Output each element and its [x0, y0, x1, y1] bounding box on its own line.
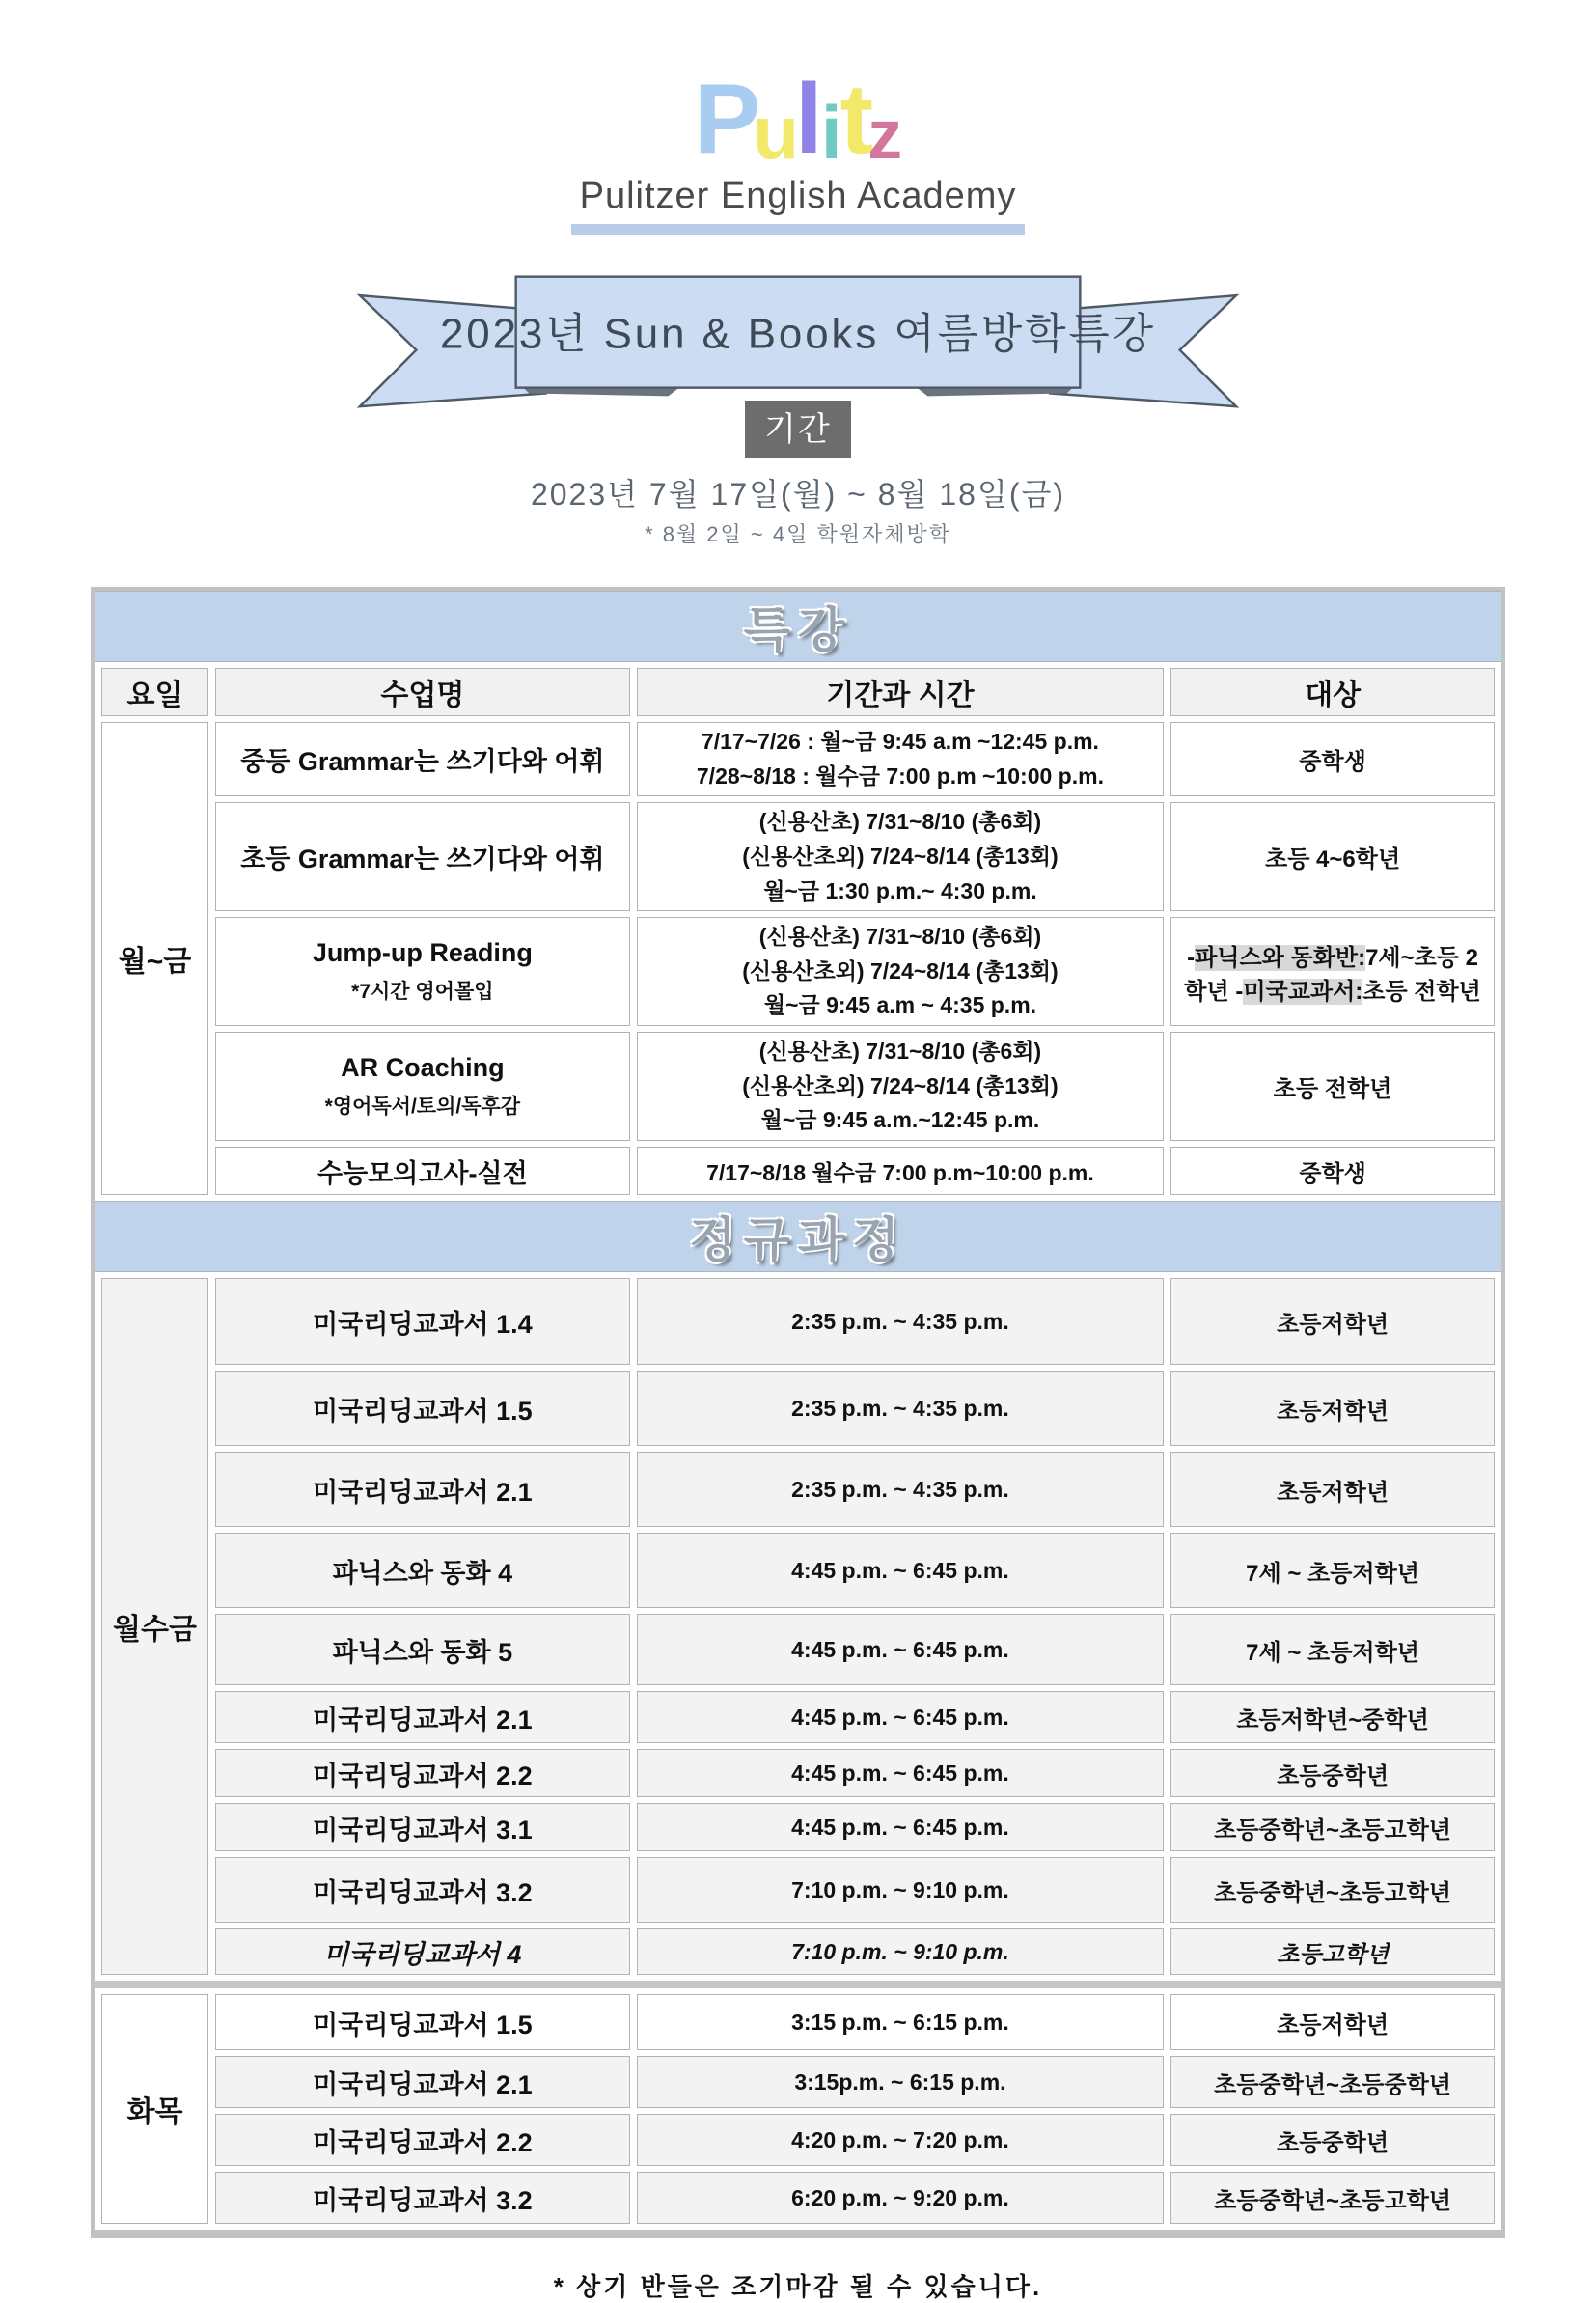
time-line: (신용산초) 7/31~8/10 (총6회): [758, 1039, 1042, 1065]
table-row: [101, 1452, 1495, 1527]
class-name-cell: 미국리딩교과서 2.1: [215, 1452, 630, 1527]
target-line: [1235, 979, 1481, 1005]
col-header-class: 수업명: [215, 668, 630, 716]
time-line: 7/17~7/26 : 월~금 9:45 a.m ~12:45 p.m.: [701, 729, 1099, 754]
time-cell: 6:20 p.m. ~ 9:20 p.m.: [637, 2172, 1164, 2224]
time-cell: 7/17~8/18 월수금 7:00 p.m~10:00 p.m.: [637, 1147, 1164, 1195]
day-cell: 월수금: [101, 1278, 208, 1975]
period-note: * 8월 2일 ~ 4일 학원자체방학: [645, 522, 951, 546]
time-line: 월~금 9:45 a.m.~12:45 p.m.: [760, 1107, 1040, 1133]
table-row: [101, 2114, 1495, 2166]
target-cell: 초등 4~6학년: [1170, 802, 1495, 911]
logo-letter: i: [820, 90, 842, 175]
col-header-target: 대상: [1170, 668, 1495, 716]
target-cell: 중학생: [1170, 722, 1495, 796]
target-dash: -: [1187, 944, 1196, 971]
day-cell: 화목: [101, 1994, 208, 2224]
table-row: [101, 1147, 1495, 1195]
time-cell: [637, 1032, 1164, 1141]
time-cell: 3:15 p.m. ~ 6:15 p.m.: [637, 1994, 1164, 2050]
time-cell: 3:15p.m. ~ 6:15 p.m.: [637, 2056, 1164, 2108]
table-row-emphasized: [101, 1928, 1495, 1975]
table-row: [101, 2056, 1495, 2108]
target-dash: -: [1235, 978, 1244, 1005]
class-name: AR Coaching: [341, 1053, 505, 1083]
table-row: [101, 1614, 1495, 1685]
class-name-cell: 파닉스와 동화 4: [215, 1533, 630, 1608]
class-name-cell: 파닉스와 동화 5: [215, 1614, 630, 1685]
section-divider: [95, 1981, 1501, 1988]
table-row: [101, 1371, 1495, 1446]
time-cell: 4:20 p.m. ~ 7:20 p.m.: [637, 2114, 1164, 2166]
logo-letter: u: [753, 90, 799, 175]
logo-underline: [571, 224, 1025, 235]
table-row: [101, 1803, 1495, 1851]
target-cell: 초등중학년: [1170, 1749, 1495, 1797]
target-cell: 초등저학년: [1170, 1371, 1495, 1446]
table-header-row: [101, 668, 1495, 716]
time-cell: 7:10 p.m. ~ 9:10 p.m.: [637, 1928, 1164, 1975]
target-cell: 초등저학년~중학년: [1170, 1691, 1495, 1743]
ribbon-banner-icon: [356, 262, 1240, 414]
time-line: (신용산초외) 7/24~8/14 (총13회): [742, 1072, 1059, 1098]
period-label-badge: 기간: [745, 401, 851, 458]
time-cell: 2:35 p.m. ~ 4:35 p.m.: [637, 1371, 1164, 1446]
table-row: [101, 722, 1495, 796]
target-cell: 중학생: [1170, 1147, 1495, 1195]
time-cell: 4:45 p.m. ~ 6:45 p.m.: [637, 1691, 1164, 1743]
academy-logo: [0, 66, 1596, 235]
class-name-cell: 미국리딩교과서 3.2: [215, 2172, 630, 2224]
table-row: [101, 917, 1495, 1026]
time-line: (신용산초) 7/31~8/10 (총6회): [758, 809, 1042, 835]
table-row: [101, 1691, 1495, 1743]
time-cell: [637, 722, 1164, 796]
regular-tt-table: [95, 1988, 1501, 2230]
logo-letter: P: [693, 64, 761, 176]
time-cell: 4:45 p.m. ~ 6:45 p.m.: [637, 1533, 1164, 1608]
target-highlight: 파닉스와 동화반:: [1195, 944, 1366, 971]
target-highlight: 미국교과서:: [1243, 978, 1363, 1005]
time-cell: 2:35 p.m. ~ 4:35 p.m.: [637, 1278, 1164, 1365]
class-subnote: *영어독서/토의/독후감: [324, 1096, 521, 1119]
target-cell: 7세 ~ 초등저학년: [1170, 1614, 1495, 1685]
target-cell: 초등저학년: [1170, 1278, 1495, 1365]
footer-note: * 상기 반들은 조기마감 될 수 있습니다.: [553, 2272, 1043, 2302]
academy-name: Pulitzer English Academy: [579, 176, 1017, 216]
class-name-cell: 미국리딩교과서 1.5: [215, 1371, 630, 1446]
section-title-special: 특강: [95, 591, 1501, 662]
regular-mwf-table: [95, 1272, 1501, 1981]
target-cell: 초등중학년~초등고학년: [1170, 2172, 1495, 2224]
class-name-cell: 수능모의고사-실전: [215, 1147, 630, 1195]
col-header-time: 기간과 시간: [637, 668, 1164, 716]
schedule-table: [91, 587, 1505, 2238]
logo-letter: t: [839, 64, 874, 176]
logo-letter: z: [867, 97, 903, 174]
class-name-cell: 미국리딩교과서 3.1: [215, 1803, 630, 1851]
table-row: [101, 1533, 1495, 1608]
logo-letter: l: [794, 64, 823, 176]
day-cell: 월~금: [101, 722, 208, 1195]
target-cell: 초등중학년~초등중학년: [1170, 2056, 1495, 2108]
target-cell: 7세 ~ 초등저학년: [1170, 1533, 1495, 1608]
target-rest: 초등 전학년: [1362, 978, 1481, 1005]
target-cell: 초등중학년: [1170, 2114, 1495, 2166]
target-rest: 7세~초등 2학년: [1184, 944, 1479, 1005]
table-row: [101, 1032, 1495, 1141]
section-title-regular: 정규과정: [95, 1201, 1501, 1272]
table-row: [101, 1749, 1495, 1797]
col-header-day: 요일: [101, 668, 208, 716]
time-line: (신용산초) 7/31~8/10 (총6회): [758, 924, 1042, 950]
target-cell: 초등저학년: [1170, 1994, 1495, 2050]
time-line: 7/28~8/18 : 월수금 7:00 p.m ~10:00 p.m.: [696, 763, 1104, 789]
class-name-cell: 미국리딩교과서 1.5: [215, 1994, 630, 2050]
time-cell: 2:35 p.m. ~ 4:35 p.m.: [637, 1452, 1164, 1527]
special-courses-table: [95, 662, 1501, 1201]
period-dates: 2023년 7월 17일(월) ~ 8월 18일(금): [530, 477, 1066, 512]
time-cell: 4:45 p.m. ~ 6:45 p.m.: [637, 1803, 1164, 1851]
time-line: 월~금 9:45 a.m ~ 4:35 p.m.: [763, 992, 1037, 1018]
class-name-cell: 미국리딩교과서 4: [215, 1928, 630, 1975]
title-ribbon: [0, 262, 1596, 414]
target-cell: 초등중학년~초등고학년: [1170, 1803, 1495, 1851]
target-cell: 초등저학년: [1170, 1452, 1495, 1527]
table-row: [101, 1278, 1495, 1365]
class-name-cell: 미국리딩교과서 2.1: [215, 2056, 630, 2108]
period-section: [0, 401, 1596, 548]
table-row: [101, 1857, 1495, 1923]
time-cell: 4:45 p.m. ~ 6:45 p.m.: [637, 1614, 1164, 1685]
time-cell: 4:45 p.m. ~ 6:45 p.m.: [637, 1749, 1164, 1797]
time-line: 월~금 1:30 p.m.~ 4:30 p.m.: [763, 877, 1037, 903]
time-cell: [637, 802, 1164, 911]
table-row: [101, 2172, 1495, 2224]
logo-mark-icon: [0, 64, 1596, 176]
class-name-cell: [215, 1032, 630, 1141]
class-name-cell: 미국리딩교과서 1.4: [215, 1278, 630, 1365]
time-line: (신용산초외) 7/24~8/14 (총13회): [742, 957, 1059, 984]
time-cell: 7:10 p.m. ~ 9:10 p.m.: [637, 1857, 1164, 1923]
time-line: (신용산초외) 7/24~8/14 (총13회): [742, 843, 1059, 869]
target-cell: 초등 전학년: [1170, 1032, 1495, 1141]
class-subnote: *7시간 영어몰입: [351, 981, 494, 1004]
banner-title: 2023년 Sun & Books 여름방학특강: [439, 310, 1157, 358]
target-cell: [1170, 917, 1495, 1026]
target-cell: 초등중학년~초등고학년: [1170, 1857, 1495, 1923]
class-name-cell: 미국리딩교과서 2.2: [215, 2114, 630, 2166]
class-name: Jump-up Reading: [312, 938, 533, 968]
class-name-cell: 미국리딩교과서 2.2: [215, 1749, 630, 1797]
class-name-cell: 중등 Grammar는 쓰기다와 어휘: [215, 722, 630, 796]
class-name-cell: [215, 917, 630, 1026]
time-cell: [637, 917, 1164, 1026]
class-name-cell: 미국리딩교과서 2.1: [215, 1691, 630, 1743]
table-row: [101, 1994, 1495, 2050]
class-name-cell: 미국리딩교과서 3.2: [215, 1857, 630, 1923]
target-cell: 초등고학년: [1170, 1928, 1495, 1975]
class-name-cell: 초등 Grammar는 쓰기다와 어휘: [215, 802, 630, 911]
table-row: [101, 802, 1495, 911]
